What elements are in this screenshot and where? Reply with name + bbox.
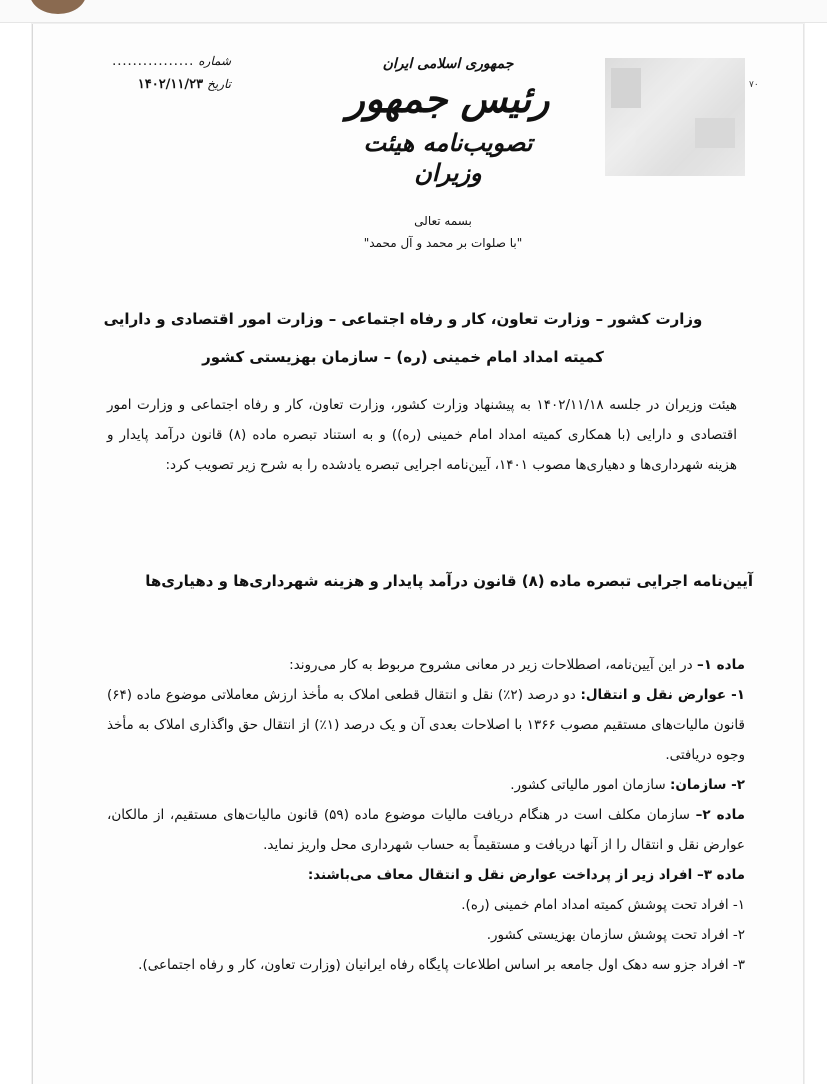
article-2 [107, 800, 745, 860]
article-3-item-2: ۲- افراد تحت پوشش سازمان بهزیستی کشور. [486, 927, 745, 943]
article-1-item-2-heading: ۲- سازمان: [669, 777, 745, 793]
letterhead-country: جمهوری اسلامی ایران [382, 56, 514, 72]
article-1-item-2-text: سازمان امور مالیاتی کشور. [510, 777, 670, 793]
redacted-area [605, 58, 745, 176]
letterhead-document-type: تصویب‌نامه هیئت وزیران [363, 128, 533, 187]
reference-date-row [81, 73, 231, 96]
article-1-text: در این آیین‌نامه، اصطلاحات زیر در معانی مشروح مربوط به کار می‌روند: [289, 657, 697, 673]
invocation [283, 210, 603, 254]
addressees [93, 300, 713, 376]
article-3-item-1: ۱- افراد تحت پوشش کمیته امداد امام خمینی (ره). [461, 897, 745, 913]
invocation-line-2: "با صلوات بر محمد و آل محمد" [363, 236, 523, 250]
article-2-text: سازمان مکلف است در هنگام دریافت مالیات موضوع ماده (۵۹) قانون مالیات‌های مستقیم، از مالکان، عوارض نقل و انتقال را از آنها دریافت و مستقیماً به حساب شهرداری محل واریز نماید. [107, 807, 745, 853]
article-1-intro [107, 650, 745, 680]
article-2-heading: ماده ۲– [695, 807, 746, 823]
reference-number-row [81, 50, 231, 73]
reference-number-label: شماره [198, 54, 231, 68]
letterhead [333, 56, 563, 188]
invocation-line-1: بسمه تعالی [414, 214, 472, 228]
addressees-line-1: وزارت کشور – وزارت تعاون، کار و رفاه اجتماعی – وزارت امور اقتصادی و دارایی [103, 310, 703, 328]
avatar[interactable] [30, 0, 86, 14]
reference-block [81, 50, 231, 96]
article-3-heading: ماده ۳– افراد زیر از پرداخت عوارض نقل و انتقال معاف می‌باشند: [307, 867, 745, 883]
addressees-line-2: کمیته امداد امام خمینی (ره) – سازمان بهزیستی کشور [202, 348, 604, 366]
article-3-item-3: ۳- افراد جزو سه دهک اول جامعه بر اساس اطلاعات پایگاه رفاه ایرانیان (وزارت تعاون، کار و رفاه اجتماعی). [138, 957, 745, 973]
article-1-item-1 [107, 680, 745, 770]
document-page [32, 24, 804, 1084]
intro-paragraph: هیئت وزیران در جلسه ۱۴۰۲/۱۱/۱۸ به پیشنهاد وزارت کشور، وزارت تعاون، کار و رفاه اجتماعی و وزارت امور اقتصادی و دارایی (با همکاری کمیته امداد امام خمینی (ره)) و به استناد تبصره ماده (۸) قانون درآمد پایدار و هزینه شهرداری‌ها و دهیاری‌ها مصوب ۱۴۰۱، آیین‌نامه اجرایی تبصره یادشده را به شرح زیر تصویب کرد: [107, 397, 737, 473]
article-1-item-1-heading: ۱- عوارض نقل و انتقال: [580, 687, 745, 703]
viewer-top-bar [0, 0, 827, 23]
reference-number-value: ................ [112, 54, 195, 69]
corner-mark: ۷۰ [749, 80, 759, 90]
article-1-item-2 [107, 770, 745, 800]
reference-date-value: ۱۴۰۲/۱۱/۲۳ [137, 77, 204, 92]
reference-date-label: تاریخ [207, 77, 231, 91]
articles [107, 650, 745, 980]
regulation-title: آیین‌نامه اجرایی تبصره ماده (۸) قانون درآمد پایدار و هزینه شهرداری‌ها و دهیاری‌ها [145, 572, 753, 590]
article-1-heading: ماده ۱– [696, 657, 745, 673]
article-1-item-1-text: دو درصد (۲٪) نقل و انتقال قطعی املاک به مأخذ ارزش معاملاتی موضوع ماده (۶۴) قانون مالیات‌های مستقیم مصوب ۱۳۶۶ با اصلاحات بعدی آن و یک درصد (۱٪) از انتقال حق واگذاری املاک به مأخذ وجوه دریافتی. [107, 687, 746, 763]
letterhead-office: رئیس جمهور [346, 76, 550, 121]
